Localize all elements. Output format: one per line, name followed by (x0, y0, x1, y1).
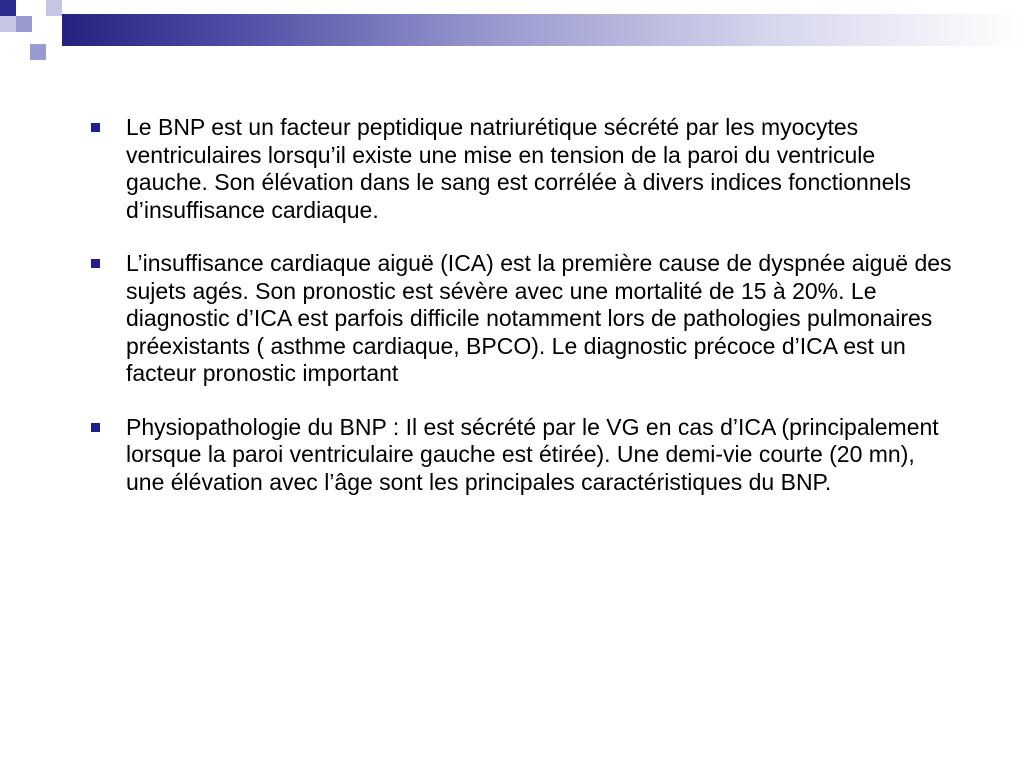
bullet-text: Le BNP est un facteur peptidique natriurétique sécrété par les myocytes ventriculaires lorsqu’il existe une mise en tension de la paroi du ventricule gauche. Son élévation dans le sang est corrélée à divers indices fonctionnels d’insuffisance cardiaque. (126, 114, 912, 223)
bullet-item (86, 414, 956, 497)
bullet-item (86, 114, 956, 224)
corner-square-mid (16, 16, 32, 32)
corner-square-light (0, 16, 16, 32)
corner-square-mid-2 (30, 44, 46, 60)
header-gradient-bar (62, 14, 1024, 46)
slide-content (86, 114, 956, 522)
bullet-text: L’insuffisance cardiaque aiguë (ICA) est la première cause de dyspnée aiguë des sujets agés. Son pronostic est sévère avec une mortalité de 15 à 20%. Le diagnostic d’ICA est parfois difficile notamment lors de pathologies pulmonaires préexistants ( asthme cardiaque, BPCO). Le diagnostic précoce d’ICA est un facteur pronostic important (126, 250, 952, 386)
square-bullet-icon (91, 423, 100, 432)
corner-square-light-2 (46, 0, 62, 16)
bullet-item (86, 250, 956, 388)
bullet-list (86, 114, 956, 496)
corner-square-white-2 (46, 16, 60, 32)
corner-square-white (16, 0, 32, 16)
bullet-text: Physiopathologie du BNP : Il est sécrété par le VG en cas d’ICA (principalement lorsque la paroi ventriculaire gauche est étirée). Une demi-vie courte (20 mn), une élévation avec l’âge sont les principales caractéristiques du BNP. (126, 413, 939, 495)
square-bullet-icon (91, 123, 100, 132)
square-bullet-icon (91, 259, 100, 268)
corner-square-dark (0, 0, 16, 16)
